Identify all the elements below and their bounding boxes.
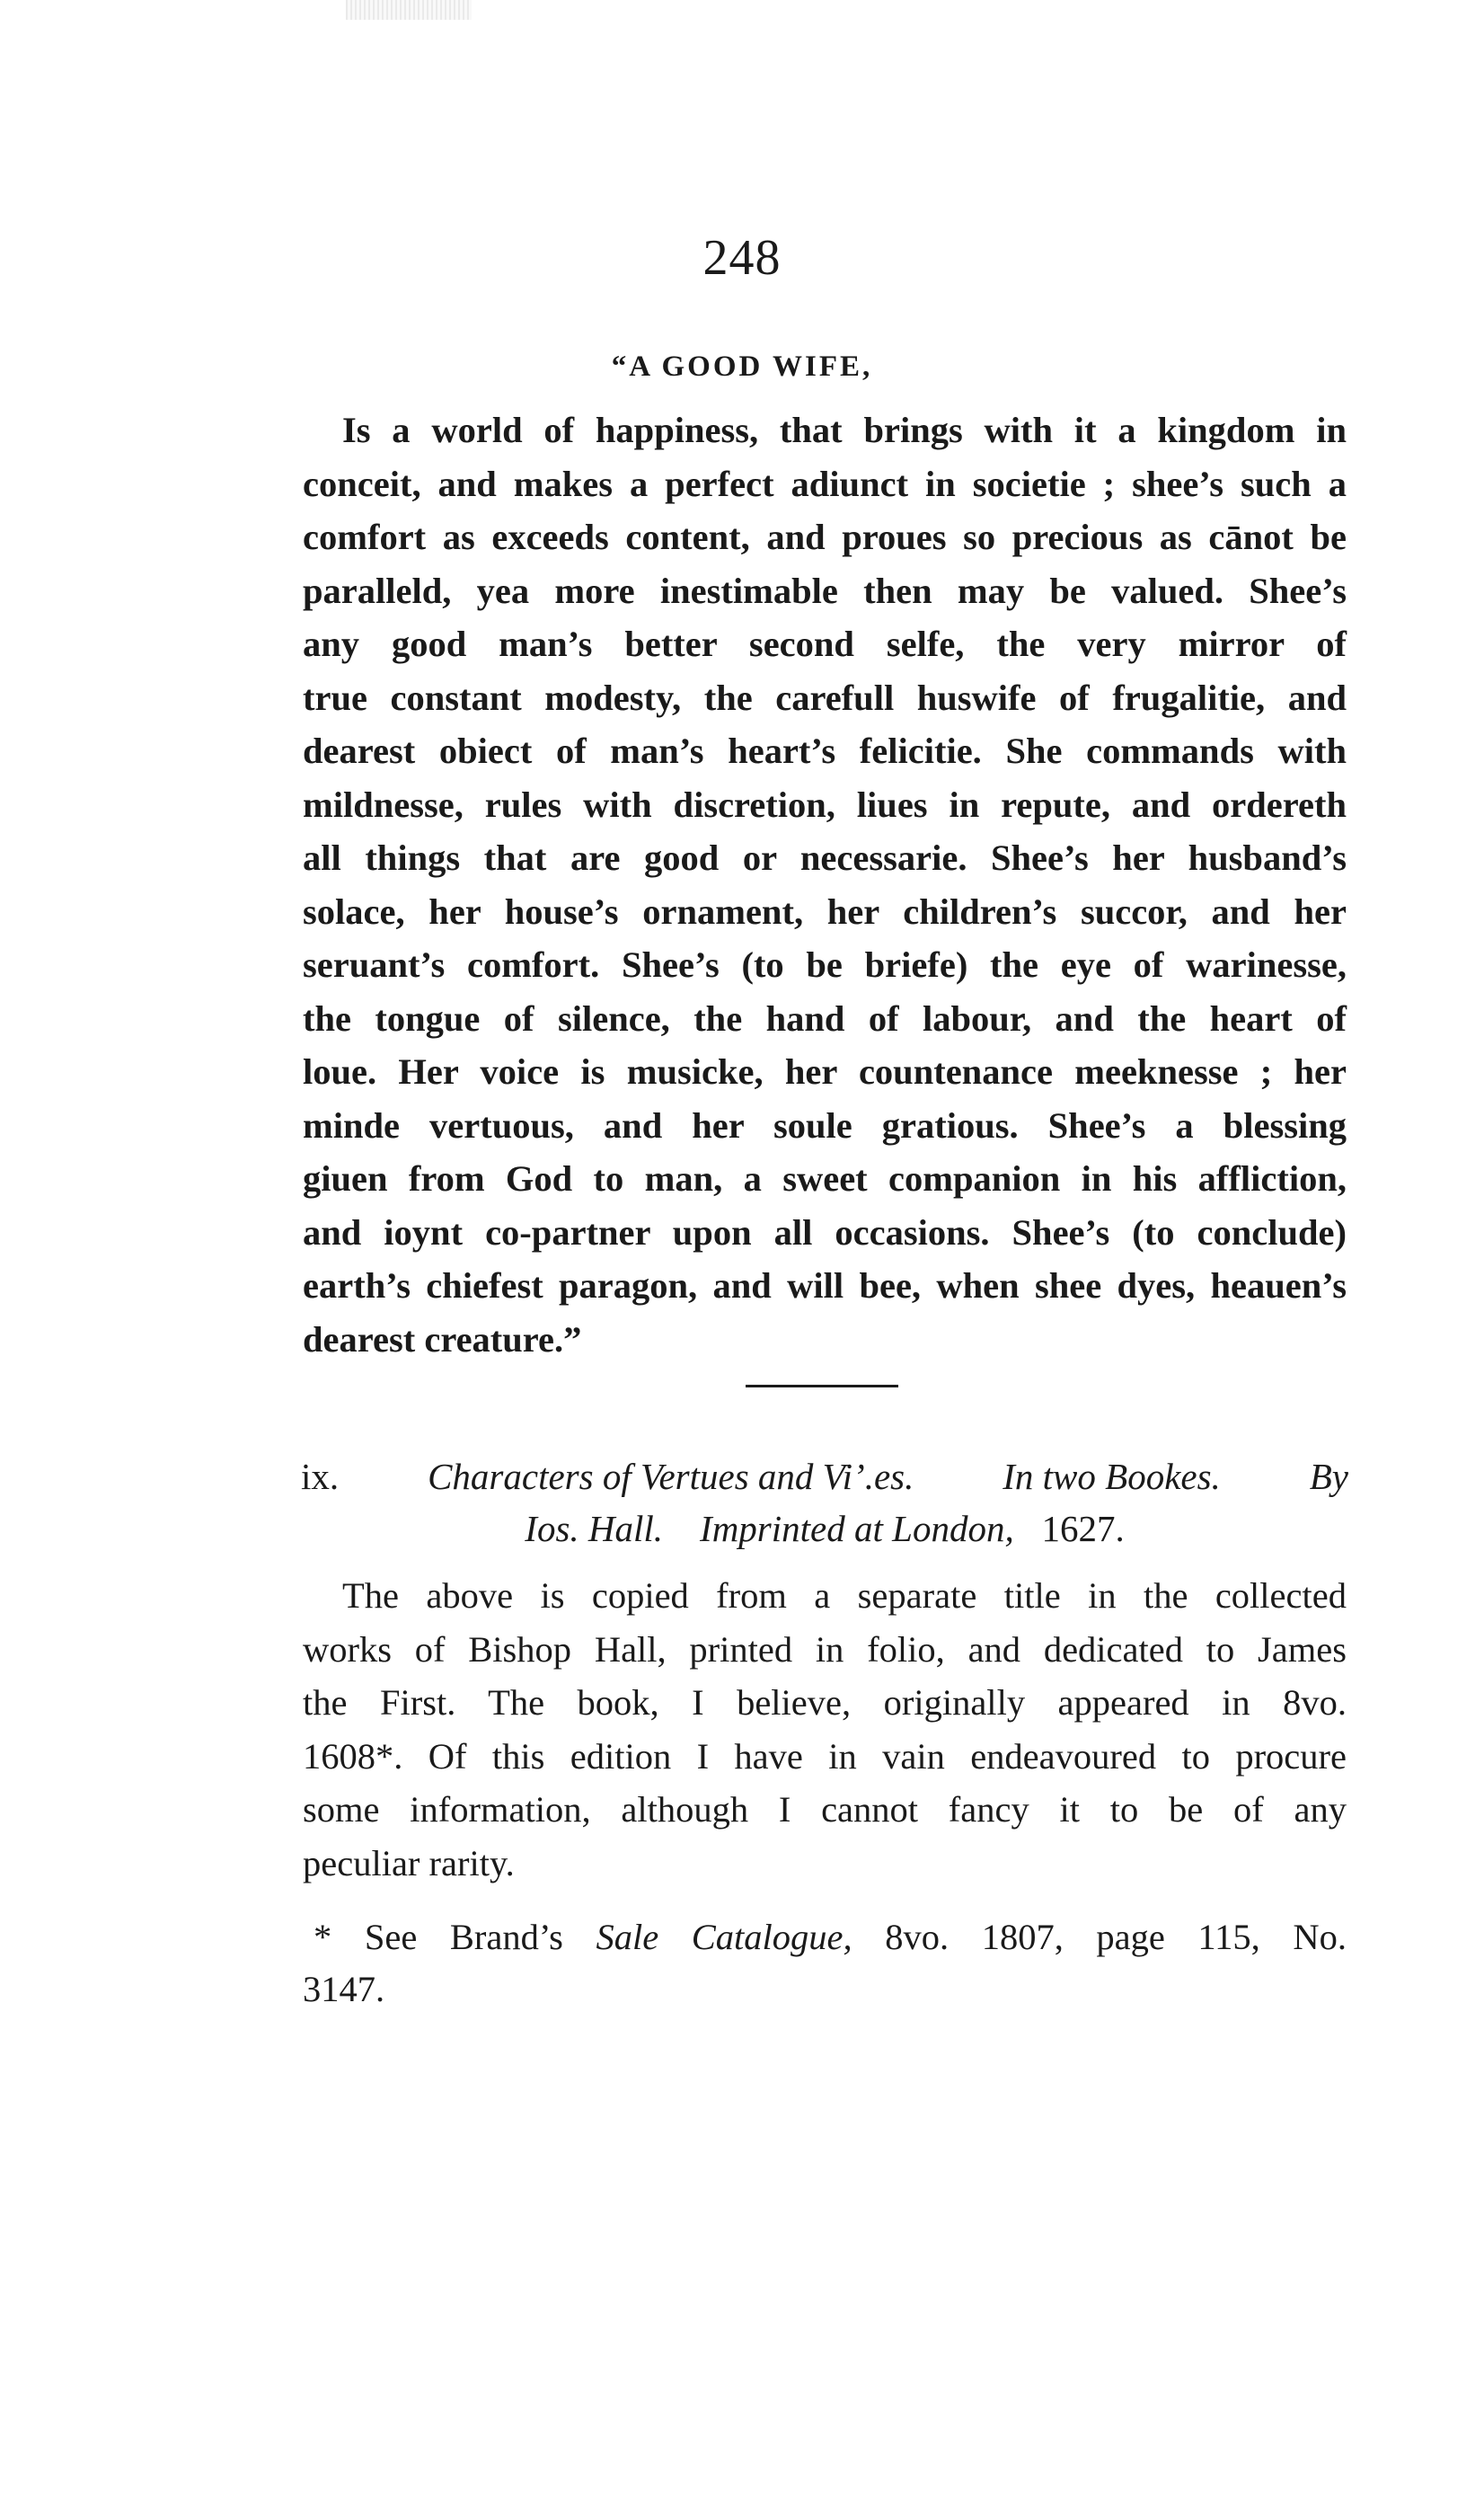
quote-line: dearest obiect of man’s heart’s felicitie. She commands with xyxy=(303,731,1347,771)
quote-body xyxy=(303,403,1347,1366)
entry-title-line xyxy=(301,1450,1348,1502)
quote-line: true constant modesty, the carefull huswife of frugalitie, and xyxy=(303,677,1347,718)
quote-line: comfort as exceeds content, and proues so precious as cānot be xyxy=(303,517,1347,557)
quote-line: earth’s chiefest paragon, and will bee, when shee dyes, heauen’s xyxy=(303,1265,1347,1306)
quote-line: Is a world of happiness, that brings with it a kingdom in xyxy=(342,410,1347,450)
footnote-line xyxy=(303,1911,1347,1963)
entry-title: Characters of Vertues and Vi’.es. xyxy=(428,1456,914,1497)
footnote-line-2: 3147. xyxy=(303,1969,385,2009)
entry-number: ix. xyxy=(301,1456,340,1497)
entry-year: 1627. xyxy=(1041,1508,1125,1549)
footnote-prefix: * See Brand’s xyxy=(314,1917,596,1957)
quote-line: conceit, and makes a perfect adiunct in societie ; shee’s such a xyxy=(303,463,1347,504)
quote-heading: “A GOOD WIFE, xyxy=(611,350,873,383)
page-number: 248 xyxy=(702,230,782,286)
bibliographic-entry xyxy=(301,1450,1348,1555)
quote-line: giuen from God to man, a sweet companion in his affliction, xyxy=(303,1158,1347,1199)
commentary-line: 1608*. Of this edition I have in vain endeavoured to procure xyxy=(303,1735,1347,1777)
entry-by: By xyxy=(1309,1456,1348,1497)
footnote xyxy=(303,1911,1347,2016)
footnote-rest: 8vo. 1807, page 115, No. xyxy=(852,1917,1347,1957)
entry-imprint: Imprinted at London, xyxy=(700,1508,1014,1549)
commentary-line: peculiar rarity. xyxy=(303,1842,515,1883)
entry-author: Ios. Hall. xyxy=(525,1508,664,1549)
quote-line: and ioynt co-partner upon all occasions. Shee’s (to conclude) xyxy=(303,1211,1347,1253)
quote-line: dearest creature.” xyxy=(303,1318,582,1360)
commentary-line: some information, although I cannot fancy it to be of any xyxy=(303,1789,1347,1830)
commentary-line: works of Bishop Hall, printed in folio, and dedicated to James xyxy=(303,1628,1347,1670)
scan-artifact xyxy=(346,0,472,20)
commentary-line: the First. The book, I believe, originally appeared in 8vo. xyxy=(303,1682,1347,1723)
quote-line: mildnesse, rules with discretion, liues in repute, and ordereth xyxy=(303,784,1347,825)
quote-line: the tongue of silence, the hand of labour, and the heart of xyxy=(303,997,1347,1039)
commentary-paragraph xyxy=(303,1569,1347,1890)
entry-imprint-line xyxy=(301,1502,1348,1555)
quote-line: seruant’s comfort. Shee’s (to be briefe) the eye of warinesse, xyxy=(303,944,1347,985)
commentary-line: The above is copied from a separate title in the collected xyxy=(342,1575,1347,1616)
footnote-title: Sale Catalogue, xyxy=(596,1917,852,1957)
quote-line: paralleld, yea more inestimable then may be valued. Shee’s xyxy=(303,570,1347,611)
quote-line: solace, her house’s ornament, her children’s succor, and her xyxy=(303,891,1347,932)
quote-line: all things that are good or necessarie. Shee’s her husband’s xyxy=(303,837,1347,878)
quote-line: minde vertuous, and her soule gratious. Shee’s a blessing xyxy=(303,1104,1347,1146)
quote-line: any good man’s better second selfe, the very mirror of xyxy=(303,624,1347,664)
quote-line: loue. Her voice is musicke, her countenance meeknesse ; her xyxy=(303,1051,1347,1092)
section-divider xyxy=(746,1385,898,1387)
entry-books: In two Bookes. xyxy=(1003,1456,1221,1497)
